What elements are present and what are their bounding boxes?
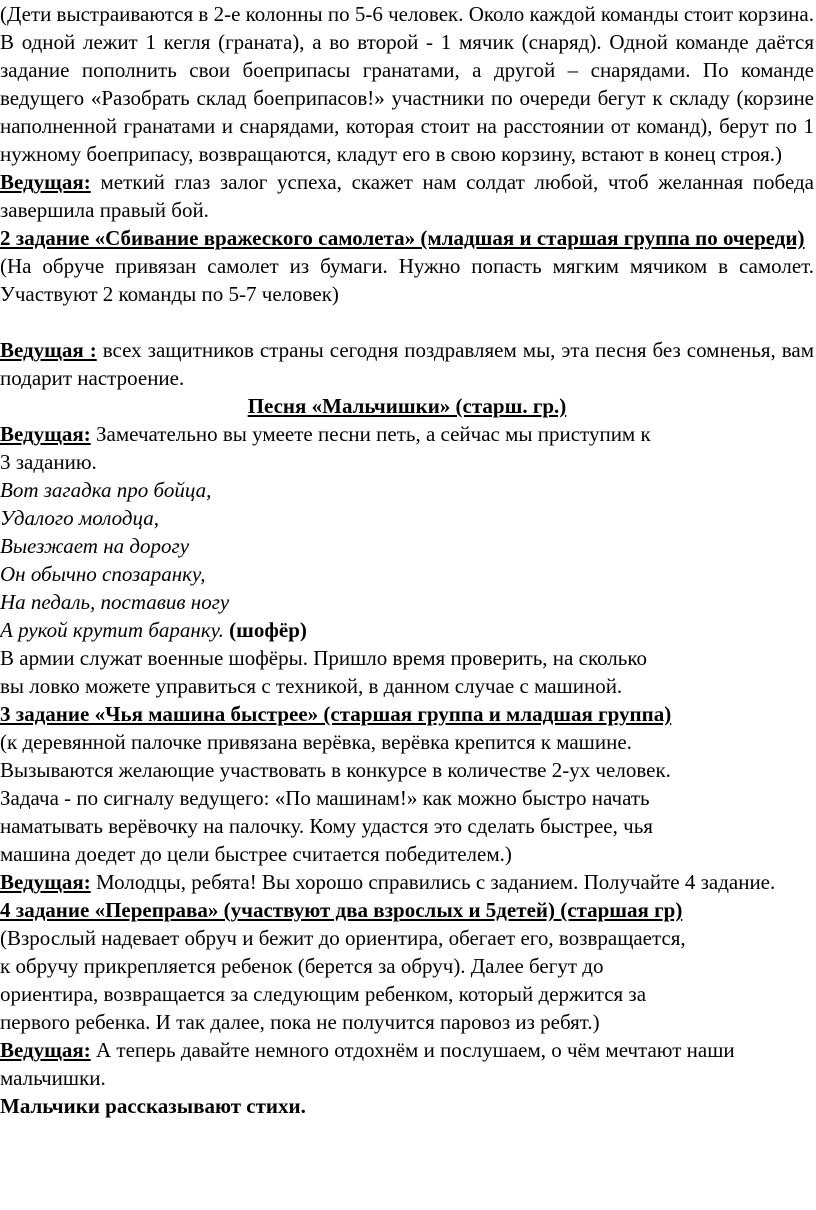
drivers-line: В армии служат военные шофёры. Пришло время проверить, на сколько — [0, 646, 647, 670]
task3-line: машина доедет до цели быстрее считается победителем.) — [0, 842, 512, 866]
host-label: Ведущая: — [0, 170, 91, 194]
task4-line: первого ребенка. И так далее, пока не получится паровоз из ребят.) — [0, 1010, 600, 1034]
host-remark-1 — [0, 168, 814, 224]
host-remark-5 — [0, 1036, 814, 1092]
task3-line: Вызываются желающие участвовать в конкурсе в количестве 2-ух человек. — [0, 758, 671, 782]
task3-line: (к деревянной палочке привязана верёвка, верёвка крепится к машине. — [0, 730, 632, 754]
host-remark-text: меткий глаз залог успеха, скажет нам солдат любой, чтоб желанная победа завершила правый бой. — [0, 170, 814, 222]
task3-description — [0, 728, 814, 868]
task2-heading: 2 задание «Сбивание вражеского самолета» (младшая и старшая группа по очереди) — [0, 226, 805, 250]
riddle-last-line — [0, 616, 814, 644]
task3-line: наматывать верёвочку на палочку. Кому удастся это сделать быстрее, чья — [0, 814, 653, 838]
host-remark-2 — [0, 336, 814, 392]
song-title: Песня «Мальчишки» (старш. гр.) — [247, 394, 567, 418]
host-label: Ведущая: — [0, 1038, 91, 1062]
host-remark-text: Молодцы, ребята! Вы хорошо справились с заданием. Получайте 4 задание. — [90, 870, 776, 894]
riddle-line: Вот загадка про бойца, — [0, 478, 212, 502]
host-label: Ведущая: — [0, 422, 91, 446]
host-remark-text: Замечательно вы умеете песни петь, а сейчас мы приступим к — [90, 422, 651, 446]
task3-heading: 3 задание «Чья машина быстрее» (старшая группа и младшая группа) — [0, 702, 672, 726]
task2-description: (На обруче привязан самолет из бумаги. Нужно попасть мягким мячиком в самолет. Участвуют 2 команды по 5-7 человек) — [0, 254, 814, 306]
riddle-line: Выезжает на дорогу — [0, 534, 190, 558]
host-remark-3 — [0, 420, 814, 476]
riddle-line: А рукой крутит баранку. — [0, 618, 224, 642]
riddle-answer: (шофёр) — [223, 618, 307, 642]
boys-poems-note: Мальчики рассказывают стихи. — [0, 1094, 306, 1118]
task4-line: (Взрослый надевает обруч и бежит до ориентира, обегает его, возвращается, — [0, 926, 686, 950]
host-label: Ведущая: — [0, 870, 91, 894]
riddle — [0, 476, 814, 644]
task4-line: ориентира, возвращается за следующим ребенком, который держится за — [0, 982, 647, 1006]
task1-description: (Дети выстраиваются в 2-е колонны по 5-6 человек. Около каждой команды стоит корзина. В одной лежит 1 кегля (граната), а во второй - 1 мячик (снаряд). Одной команде даётся задание пополнить свои боеприпасы гранатами, а другой – снарядами. По команде ведущего «Разобрать склад боеприпасов!» участники по очереди бегут к складу (корзине наполненной гранатами и снарядами, которая стоит на расстоянии от команд), берут по 1 нужному боеприпасу, возвращаются, кладут его в свою корзину, встают в конец строя.) — [0, 2, 814, 166]
task4-description — [0, 924, 814, 1036]
drivers-text — [0, 644, 814, 700]
task3-line: Задача - по сигналу ведущего: «По машинам!» как можно быстро начать — [0, 786, 650, 810]
host-label: Ведущая : — [0, 338, 97, 362]
host-remark-text-cont: 3 заданию. — [0, 450, 97, 474]
riddle-line: Удалого молодца, — [0, 506, 159, 530]
riddle-line: Он обычно спозаранку, — [0, 562, 206, 586]
task4-heading: 4 задание «Переправа» (участвуют два взрослых и 5детей) (старшая гр) — [0, 898, 683, 922]
host-remark-text: всех защитников страны сегодня поздравляем мы, эта песня без сомненья, вам подарит настроение. — [0, 338, 814, 390]
task4-line: к обручу прикрепляется ребенок (берется за обруч). Далее бегут до — [0, 954, 604, 978]
drivers-line: вы ловко можете управиться с техникой, в данном случае с машиной. — [0, 674, 623, 698]
blank-line — [0, 308, 814, 336]
riddle-line: На педаль, поставив ногу — [0, 590, 230, 614]
host-remark-text: А теперь давайте немного отдохнём и послушаем, о чём мечтают наши мальчишки. — [0, 1038, 735, 1090]
host-remark-4 — [0, 868, 814, 896]
